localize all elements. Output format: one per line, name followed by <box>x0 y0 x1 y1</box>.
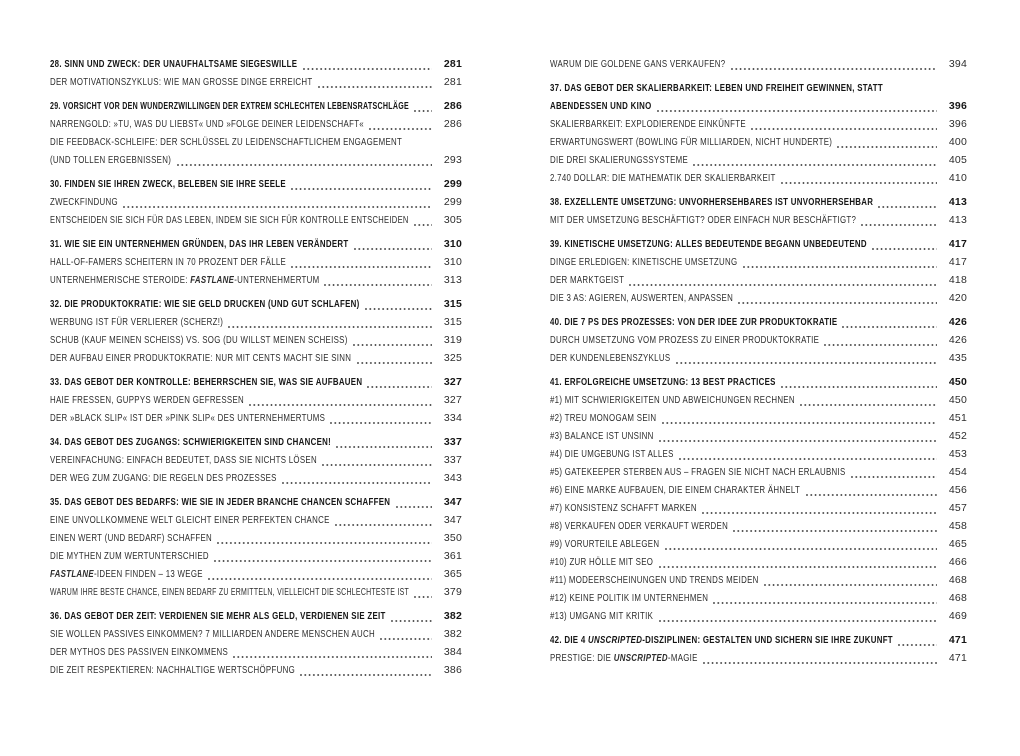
page-number: 418 <box>948 274 967 286</box>
page-number: 299 <box>443 178 462 190</box>
toc-entry-title: #9) VORURTEILE ABLEGEN <box>550 538 660 550</box>
dot-leader <box>336 446 432 448</box>
toc-entry <box>50 133 462 169</box>
dot-leader <box>177 164 433 166</box>
toc-entry-title-line1: 37. DAS GEBOT DER SKALIERBARKEIT: LEBEN UND FREIHEIT GEWINNEN, STATT <box>550 82 883 94</box>
dot-leader <box>824 344 937 346</box>
toc-entry-title: 36. DAS GEBOT DER ZEIT: VERDIENEN SIE MEHR ALS GELD, VERDIENEN SIE ZEIT <box>50 610 386 622</box>
toc-entry <box>50 469 462 487</box>
dot-leader <box>208 578 432 580</box>
toc-entry <box>50 253 462 271</box>
toc-entry <box>50 547 462 565</box>
toc-entry <box>550 535 967 553</box>
toc-entry <box>550 499 967 517</box>
toc-entry <box>50 493 462 511</box>
dot-leader <box>228 326 432 328</box>
toc-entry <box>550 115 967 133</box>
toc-entry-title: DIE MYTHEN ZUM WERTUNTERSCHIED <box>50 550 209 562</box>
dot-leader <box>851 476 937 478</box>
toc-entry-title: 28. SINN UND ZWECK: DER UNAUFHALTSAME SIEGESWILLE <box>50 58 298 70</box>
page-number: 396 <box>948 100 967 112</box>
page-number: 305 <box>443 214 462 226</box>
toc-entry <box>50 661 462 679</box>
page-number: 450 <box>948 394 967 406</box>
toc-entry <box>50 97 462 115</box>
dot-leader <box>872 248 937 250</box>
toc-entry <box>50 349 462 367</box>
toc-entry <box>50 193 462 211</box>
page-number: 420 <box>948 292 967 304</box>
toc-entry-title: #2) TREU MONOGAM SEIN <box>550 412 657 424</box>
page-number: 435 <box>948 352 967 364</box>
toc-entry <box>50 373 462 391</box>
page-number: 313 <box>443 274 462 286</box>
dot-leader <box>665 548 938 550</box>
toc-entry <box>550 253 967 271</box>
page-number: 327 <box>443 376 462 388</box>
page-number: 471 <box>948 634 967 646</box>
toc-entry <box>50 451 462 469</box>
toc-entry-title: 29. VORSICHT VOR DEN WUNDERZWILLINGEN DER EXTREM SCHLECHTEN LEBENSRATSCHLÄGE <box>50 100 409 112</box>
page-number: 327 <box>443 394 462 406</box>
page-number: 281 <box>443 76 462 88</box>
toc-entry <box>50 391 462 409</box>
toc-entry-title: #10) ZUR HÖLLE MIT SEO <box>550 556 654 568</box>
dot-leader <box>354 248 433 250</box>
toc-entry-title: 30. FINDEN SIE IHREN ZWECK, BELEBEN SIE IHRE SEELE <box>50 178 286 190</box>
toc-entry <box>550 481 967 499</box>
page-number: 417 <box>948 256 967 268</box>
page-number: 468 <box>948 574 967 586</box>
toc-entry <box>550 553 967 571</box>
toc-entry-title: DIE ZEIT RESPEKTIEREN: NACHHALTIGE WERTSCHÖPFUNG <box>50 664 296 676</box>
toc-entry-title: SIE WOLLEN PASSIVES EINKOMMEN? 7 MILLIARDEN ANDERE MENSCHEN AUCH <box>50 628 375 640</box>
dot-leader <box>414 224 432 226</box>
dot-leader <box>806 494 938 496</box>
toc-entry <box>550 349 967 367</box>
toc-entry-title: (UND TOLLEN ERGEBNISSEN) <box>50 154 172 166</box>
toc-entry-title: VEREINFACHUNG: EINFACH BEDEUTET, DASS SIE NICHTS LÖSEN <box>50 454 317 466</box>
toc-entry <box>550 649 967 667</box>
dot-leader <box>365 308 432 310</box>
toc-entry <box>550 151 967 169</box>
page-number: 319 <box>443 334 462 346</box>
dot-leader <box>693 164 937 166</box>
italic-term: UNSCRIPTED <box>588 634 643 646</box>
dot-leader <box>282 482 432 484</box>
toc-entry-title: 33. DAS GEBOT DER KONTROLLE: BEHERRSCHEN SIE, WAS SIE AUFBAUEN <box>50 376 363 388</box>
page-number: 454 <box>948 466 967 478</box>
page-number: 413 <box>948 214 967 226</box>
dot-leader <box>837 146 937 148</box>
page-number: 465 <box>948 538 967 550</box>
toc-entry-title: 35. DAS GEBOT DES BEDARFS: WIE SIE IN JEDER BRANCHE CHANCEN SCHAFFEN <box>50 496 391 508</box>
toc-entry-title: PRESTIGE: DIE UNSCRIPTED-MAGIE <box>550 652 698 664</box>
toc-entry-title: #4) DIE UMGEBUNG IST ALLES <box>550 448 674 460</box>
page-number: 413 <box>948 196 967 208</box>
page-number: 350 <box>443 532 462 544</box>
toc-entry <box>50 295 462 313</box>
toc-entry-title: #5) GATEKEEPER STERBEN AUS – FRAGEN SIE NICHT NACH ERLAUBNIS <box>550 466 846 478</box>
page-number: 347 <box>443 496 462 508</box>
dot-leader <box>300 674 432 676</box>
toc-entry-title: DINGE ERLEDIGEN: KINETISCHE UMSETZUNG <box>550 256 738 268</box>
toc-entry <box>50 55 462 73</box>
toc-entry <box>550 373 967 391</box>
toc-entry <box>550 133 967 151</box>
page-number: 299 <box>443 196 462 208</box>
dot-leader <box>369 128 432 130</box>
toc-entry <box>50 433 462 451</box>
dot-leader <box>743 266 938 268</box>
toc-entry-title: #8) VERKAUFEN ODER VERKAUFT WERDEN <box>550 520 729 532</box>
toc-entry-title: #13) UMGANG MIT KRITIK <box>550 610 654 622</box>
page-number: 361 <box>443 550 462 562</box>
page-number: 457 <box>948 502 967 514</box>
toc-entry <box>550 271 967 289</box>
toc-entry-title: EINE UNVOLLKOMMENE WELT GLEICHT EINER PERFEKTEN CHANCE <box>50 514 330 526</box>
toc-entry-title: ZWECKFINDUNG <box>50 196 118 208</box>
dot-leader <box>878 206 937 208</box>
page-number: 334 <box>443 412 462 424</box>
dot-leader <box>233 656 432 658</box>
toc-entry <box>50 175 462 193</box>
dot-leader <box>713 602 937 604</box>
toc-entry-title: #11) MODEERSCHEINUNGEN UND TRENDS MEIDEN <box>550 574 759 586</box>
toc-entry-title: #6) EINE MARKE AUFBAUEN, DIE EINEM CHARAKTER ÄHNELT <box>550 484 801 496</box>
dot-leader <box>291 188 432 190</box>
toc-entry-title: 2.740 DOLLAR: DIE MATHEMATIK DER SKALIERBARKEIT <box>550 172 776 184</box>
page-number: 386 <box>443 664 462 676</box>
toc-entry <box>50 607 462 625</box>
dot-leader <box>330 422 432 424</box>
dot-leader <box>781 182 937 184</box>
dot-leader <box>217 542 432 544</box>
page-number: 456 <box>948 484 967 496</box>
toc-entry <box>550 331 967 349</box>
page-number: 286 <box>443 100 462 112</box>
page-number: 382 <box>443 610 462 622</box>
toc-entry-title: SKALIERBARKEIT: EXPLODIERENDE EINKÜNFTE <box>550 118 746 130</box>
toc-entry <box>50 73 462 91</box>
dot-leader <box>318 86 432 88</box>
toc-entry <box>50 565 462 583</box>
toc-column-left <box>50 55 462 679</box>
toc-entry <box>50 583 462 601</box>
page-number: 469 <box>948 610 967 622</box>
toc-entry-title: 31. WIE SIE EIN UNTERNEHMEN GRÜNDEN, DAS IHR LEBEN VERÄNDERT <box>50 238 349 250</box>
dot-leader <box>214 560 432 562</box>
toc-entry-title: DER WEG ZUM ZUGANG: DIE REGELN DES PROZESSES <box>50 472 277 484</box>
toc-entry-title: WARUM DIE GOLDENE GANS VERKAUFEN? <box>550 58 726 70</box>
toc-entry <box>550 409 967 427</box>
toc-entry <box>550 631 967 649</box>
page-number: 384 <box>443 646 462 658</box>
dot-leader <box>659 440 937 442</box>
toc-entry-title: MIT DER UMSETZUNG BESCHÄFTIGT? ODER EINFACH NUR BESCHÄFTIGT? <box>550 214 857 226</box>
toc-entry-title: WARUM IHRE BESTE CHANCE, EINEN BEDARF ZU ERMITTELN, VIELLEICHT DIE SCHLECHTESTE IST <box>50 586 409 598</box>
toc-entry-title: DER KUNDENLEBENSZYKLUS <box>550 352 671 364</box>
page-number: 452 <box>948 430 967 442</box>
toc-entry-title: DER MARKTGEIST <box>550 274 625 286</box>
toc-entry <box>50 625 462 643</box>
page-number: 293 <box>443 154 462 166</box>
italic-term: UNSCRIPTED <box>613 652 668 664</box>
toc-entry <box>50 511 462 529</box>
toc-entry <box>50 643 462 661</box>
toc-entry <box>50 235 462 253</box>
toc-entry <box>550 427 967 445</box>
toc-entry-title: DER MOTIVATIONSZYKLUS: WIE MAN GROSSE DINGE ERREICHT <box>50 76 313 88</box>
toc-entry-title: EINEN WERT (UND BEDARF) SCHAFFEN <box>50 532 213 544</box>
page-number: 394 <box>948 58 967 70</box>
italic-term: FASTLANE <box>190 274 235 286</box>
dot-leader <box>898 644 937 646</box>
dot-leader <box>391 620 432 622</box>
toc-entry <box>50 409 462 427</box>
page-number: 310 <box>443 238 462 250</box>
dot-leader <box>380 638 432 640</box>
page-number: 347 <box>443 514 462 526</box>
dot-leader <box>335 524 432 526</box>
dot-leader <box>861 224 937 226</box>
toc-entry-title: ERWARTUNGSWERT (BOWLING FÜR MILLIARDEN, NICHT HUNDERTE) <box>550 136 833 148</box>
page-number: 426 <box>948 316 967 328</box>
dot-leader <box>629 284 937 286</box>
page-number: 315 <box>443 298 462 310</box>
toc-entry <box>550 445 967 463</box>
toc-entry-title: 41. ERFOLGREICHE UMSETZUNG: 13 BEST PRACTICES <box>550 376 776 388</box>
toc-entry <box>50 211 462 229</box>
dot-leader <box>731 68 938 70</box>
page-number: 468 <box>948 592 967 604</box>
dot-leader <box>676 362 937 364</box>
dot-leader <box>322 464 432 466</box>
page-number: 396 <box>948 118 967 130</box>
dot-leader <box>414 110 432 112</box>
dot-leader <box>303 68 433 70</box>
toc-entry-title: HALL-OF-FAMERS SCHEITERN IN 70 PROZENT DER FÄLLE <box>50 256 287 268</box>
dot-leader <box>657 110 937 112</box>
dot-leader <box>733 530 937 532</box>
toc-entry-title: #12) KEINE POLITIK IM UNTERNEHMEN <box>550 592 709 604</box>
toc-entry <box>550 79 967 115</box>
page-number: 343 <box>443 472 462 484</box>
page-number: 466 <box>948 556 967 568</box>
toc-entry-title: SCHUB (KAUF MEINEN SCHEISS) VS. SOG (DU WILLST MEINEN SCHEISS) <box>50 334 348 346</box>
dot-leader <box>357 362 433 364</box>
page-number: 451 <box>948 412 967 424</box>
dot-leader <box>751 128 937 130</box>
page-number: 365 <box>443 568 462 580</box>
toc-entry-title: HAIE FRESSEN, GUPPYS WERDEN GEFRESSEN <box>50 394 245 406</box>
dot-leader <box>414 596 432 598</box>
dot-leader <box>781 386 937 388</box>
page-number: 426 <box>948 334 967 346</box>
toc-entry-title: 42. DIE 4 UNSCRIPTED-DISZIPLINEN: GESTALTEN UND SICHERN SIE IHRE ZUKUNFT <box>550 634 893 646</box>
toc-entry-title: DURCH UMSETZUNG VOM PROZESS ZU EINER PRODUKTOKRATIE <box>550 334 820 346</box>
toc-entry-title: UNTERNEHMERISCHE STEROIDE: FASTLANE-UNTERNEHMERTUM <box>50 274 320 286</box>
dot-leader <box>659 566 938 568</box>
page-number: 379 <box>443 586 462 598</box>
dot-leader <box>738 302 937 304</box>
toc-entry <box>50 271 462 289</box>
toc-entry-title: DIE 3 AS: AGIEREN, AUSWERTEN, ANPASSEN <box>550 292 734 304</box>
toc-entry <box>550 571 967 589</box>
toc-entry <box>550 517 967 535</box>
page-number: 410 <box>948 172 967 184</box>
toc-entry <box>50 313 462 331</box>
dot-leader <box>353 344 432 346</box>
toc-entry <box>50 529 462 547</box>
page-number: 471 <box>948 652 967 664</box>
dot-leader <box>800 404 937 406</box>
page-number: 450 <box>948 376 967 388</box>
toc-column-right <box>550 55 967 679</box>
toc-entry <box>550 607 967 625</box>
page-number: 337 <box>443 436 462 448</box>
toc-entry-title: 34. DAS GEBOT DES ZUGANGS: SCHWIERIGKEITEN SIND CHANCEN! <box>50 436 332 448</box>
dot-leader <box>842 326 937 328</box>
page-number: 458 <box>948 520 967 532</box>
dot-leader <box>703 662 937 664</box>
page-number: 286 <box>443 118 462 130</box>
toc-entry <box>550 211 967 229</box>
dot-leader <box>123 206 432 208</box>
toc-entry <box>50 115 462 133</box>
toc-entry-title: 32. DIE PRODUKTOKRATIE: WIE SIE GELD DRUCKEN (UND GUT SCHLAFEN) <box>50 298 360 310</box>
toc-entry-title: 38. EXZELLENTE UMSETZUNG: UNVORHERSEHBARES IST UNVORHERSEHBAR <box>550 196 874 208</box>
dot-leader <box>702 512 937 514</box>
toc-entry-title: #1) MIT SCHWIERIGKEITEN UND ABWEICHUNGEN RECHNEN <box>550 394 795 406</box>
page-number: 417 <box>948 238 967 250</box>
page-number: 310 <box>443 256 462 268</box>
page-number: 453 <box>948 448 967 460</box>
dot-leader <box>324 284 432 286</box>
page-number: 325 <box>443 352 462 364</box>
dot-leader <box>396 506 433 508</box>
toc-entry-title: DER »BLACK SLIP« IST DER »PINK SLIP« DES UNTERNEHMERTUMS <box>50 412 326 424</box>
toc-entry-title: 40. DIE 7 PS DES PROZESSES: VON DER IDEE ZUR PRODUKTOKRATIE <box>550 316 838 328</box>
page-number: 281 <box>443 58 462 70</box>
page-number: 382 <box>443 628 462 640</box>
dot-leader <box>367 386 432 388</box>
toc-entry <box>550 289 967 307</box>
toc-entry <box>50 331 462 349</box>
dot-leader <box>764 584 937 586</box>
toc-entry-title: DIE DREI SKALIERUNGSSYSTEME <box>550 154 689 166</box>
page-number: 315 <box>443 316 462 328</box>
page-number: 400 <box>948 136 967 148</box>
toc-entry-title: ABENDESSEN UND KINO <box>550 100 652 112</box>
toc-entry-title-line1: DIE FEEDBACK-SCHLEIFE: DER SCHLÜSSEL ZU LEIDENSCHAFTLICHEM ENGAGEMENT <box>50 136 403 148</box>
toc-entry-title: 39. KINETISCHE UMSETZUNG: ALLES BEDEUTENDE BEGANN UNBEDEUTEND <box>550 238 867 250</box>
toc-entry-title: DER AUFBAU EINER PRODUKTOKRATIE: NUR MIT CENTS MACHT SIE SINN <box>50 352 352 364</box>
toc-entry-title: DER MYTHOS DES PASSIVEN EINKOMMENS <box>50 646 229 658</box>
toc-entry-title: ENTSCHEIDEN SIE SICH FÜR DAS LEBEN, INDEM SIE SICH FÜR KONTROLLE ENTSCHEIDEN <box>50 214 409 226</box>
toc-entry-title: WERBUNG IST FÜR VERLIERER (SCHERZ!) <box>50 316 224 328</box>
toc-entry-title: FASTLANE-IDEEN FINDEN – 13 WEGE <box>50 568 203 580</box>
dot-leader <box>659 620 938 622</box>
italic-term: FASTLANE <box>50 568 94 580</box>
dot-leader <box>679 458 937 460</box>
toc-entry <box>550 463 967 481</box>
toc-entry-title: #3) BALANCE IST UNSINN <box>550 430 654 442</box>
dot-leader <box>249 404 432 406</box>
dot-leader <box>291 266 432 268</box>
dot-leader <box>662 422 938 424</box>
page-number: 337 <box>443 454 462 466</box>
toc-entry-title: #7) KONSISTENZ SCHAFFT MARKEN <box>550 502 697 514</box>
toc-entry-title: NARRENGOLD: »TU, WAS DU LIEBST« UND »FOLGE DEINER LEIDENSCHAFT« <box>50 118 364 130</box>
toc-entry <box>550 55 967 73</box>
toc-entry <box>550 193 967 211</box>
toc-entry <box>550 169 967 187</box>
toc-entry <box>550 313 967 331</box>
page-number: 405 <box>948 154 967 166</box>
toc-entry <box>550 235 967 253</box>
toc-entry <box>550 391 967 409</box>
toc-entry <box>550 589 967 607</box>
